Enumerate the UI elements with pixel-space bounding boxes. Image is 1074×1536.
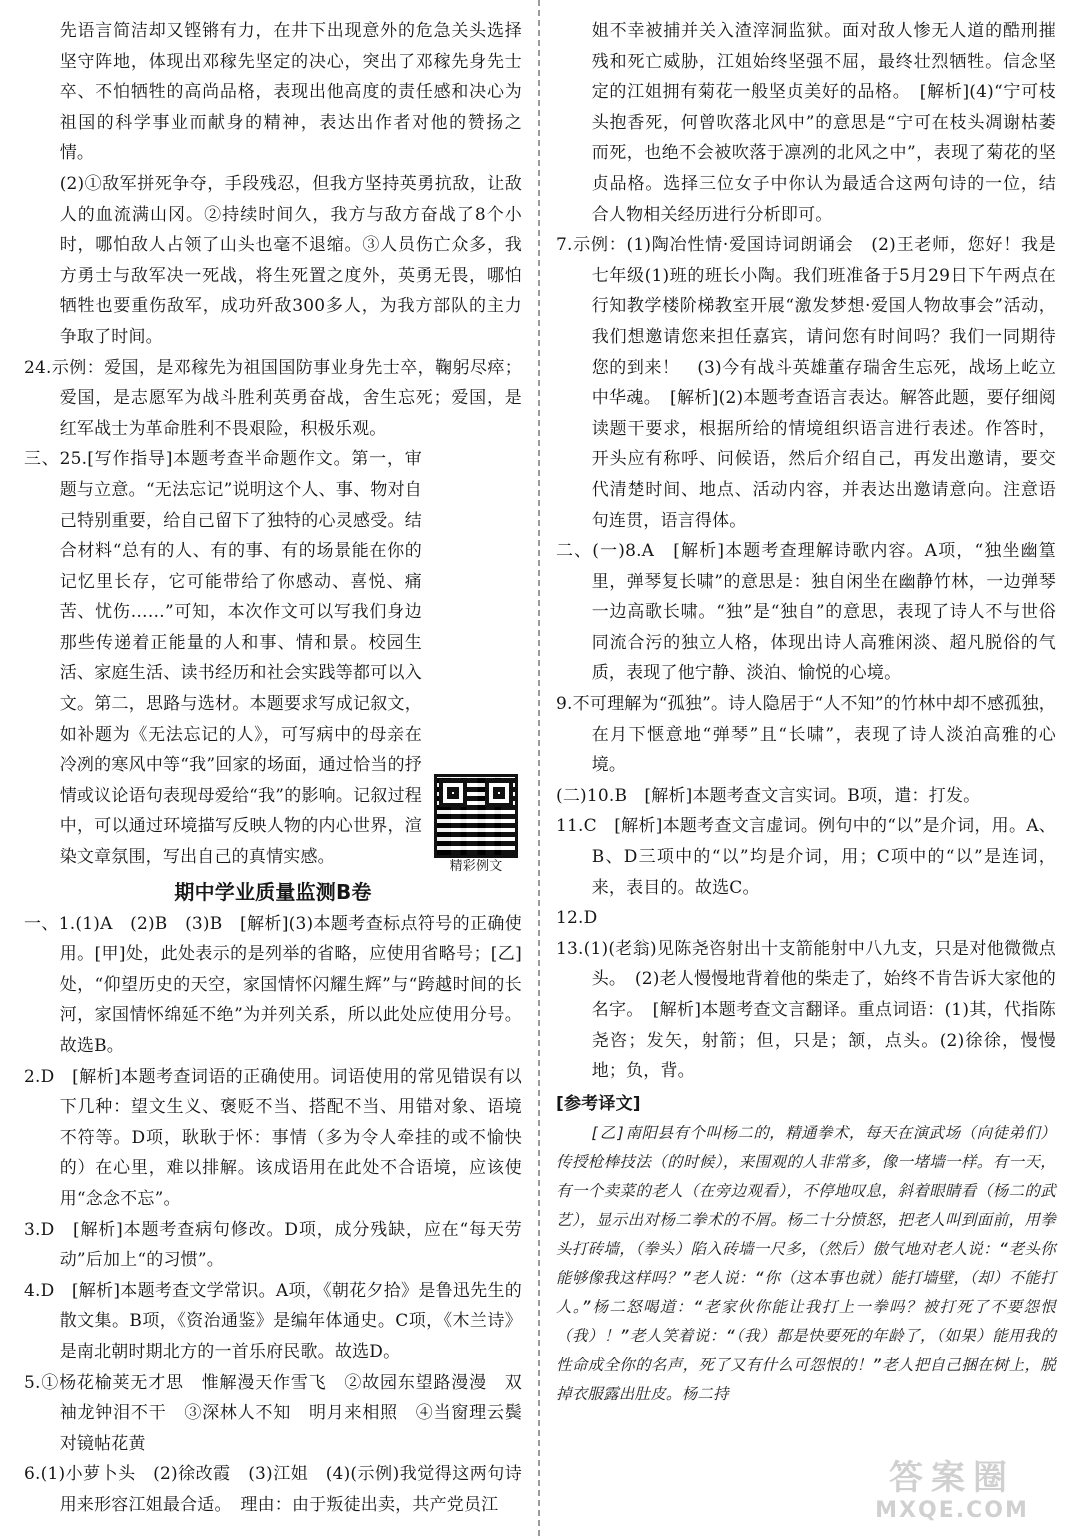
answer-23-continued: 先语言简洁却又铿锵有力，在井下出现意外的危急关头选择坚守阵地，体现出邓稼先坚定的决心，突出了邓稼先身先士卒、不怕牺牲的高尚品格，表现出他高度的责任感和决心为祖国的科学事业而献身的精神，表达出作者对他的赞扬之情。 — [59, 21, 522, 164]
answer-2: 2.D [解析]本题考查词语的正确使用。词语使用的常见错误有以下几种：望文生义、褒贬不当、搭配不当、用错对象、语境不符等。D项，耿耿于怀：事情（多为令人牵挂的或不愉快的）在心里，难以排解。该成语用在此处不合语境，应该使用“念念不忘”。 — [24, 1066, 522, 1209]
answer-11: 11.C [解析]本题考查文言虚词。例句中的“以”是介词，用。A、B、D三项中的“以”均是介词，用；C项中的“以”是连词，来，表目的。故选C。 — [556, 816, 1056, 898]
watermark-line1: 答案圈 — [889, 1458, 1015, 1498]
answer-6: 6.(1)小萝卜头 (2)徐改霞 (3)江姐 (4)(示例)我觉得这两句诗用来形容江姐最合适。 理由：由于叛徒出卖，共产党员江 — [24, 1464, 522, 1515]
answer-4: 4.D [解析]本题考查文学常识。A项，《朝花夕拾》是鲁迅先生的散文集。B项，《资治通鉴》是编年体通史。C项，《木兰诗》是南北朝时期北方的一首乐府民歌。故选D。 — [24, 1280, 522, 1362]
answer-24: 24.示例：爱国，是邓稼先为祖国国防事业身先士卒，鞠躬尽瘁；爱国，是志愿军为战斗胜利英勇奋战，舍生忘死；爱国，是红军战士为革命胜利不畏艰险，积极乐观。 — [24, 357, 522, 439]
answer-8: 二、(一)8.A [解析]本题考查理解诗歌内容。A项，“独坐幽篁里，弹琴复长啸”的意思是：独自闲坐在幽静竹林，一边弹琴一边高歌长啸。“独”是“独自”的意思，表现了诗人不与世俗同流合污的独立人格，体现出诗人高雅闲淡、超凡脱俗的气质，表现了他宁静、淡泊、愉悦的心境。 — [556, 541, 1056, 684]
answer-3: 3.D [解析]本题考查病句修改。D项，成分残缺，应在“每天劳动”后加上“的习惯”。 — [24, 1219, 522, 1271]
answer-5: 5.①杨花榆荚无才思 惟解漫天作雪飞 ②故园东望路漫漫 双袖龙钟泪不干 ③深林人不知 明月来相照 ④当窗理云鬓 对镜帖花黄 — [24, 1372, 540, 1454]
answer-23-part2: (2)①敌军拼死争夺，手段残忍，但我方坚持英勇抗敌，让敌人的血流满山冈。②持续时间久，我方与敌方奋战了8个小时，哪怕敌人占领了山头也毫不退缩。③人员伤亡众多，我方勇士与敌军决一死战，将生死置之度外，英勇无畏，哪怕牺牲也要重伤敌军，成功歼敌300多人，为我方部队的主力争取了时间。 — [59, 173, 522, 347]
answer-12: 12.D — [556, 908, 598, 929]
answer-7: 7.示例：(1)陶冶性情·爱国诗词朗诵会 (2)王老师，您好！我是七年级(1)班的班长小陶。我们班准备于5月29日下午两点在行知教学楼阶梯教室开展“激发梦想·爱国人物故事会”活动，我们想邀请您来担任嘉宾，请问您有时间吗？我们一同期待您的到来！ (3)今有战斗英雄董存瑞舍生忘死，战场上屹立中华魂。 [解析](2)本题考查语言表达。解答此题，要仔细阅读题干要求，根据所给的情境组织语言进行表述。作答时，开头应有称呼、问候语，然后介绍自己，再发出邀请，要交代清楚时间、地点、活动内容，并表达出邀请意向。注意语句连贯，语言得体。 — [556, 235, 1056, 531]
answer-10: (二)10.B [解析]本题考查文言实词。B项，遣：打发。 — [556, 785, 981, 806]
answer-13: 13.(1)(老翁)见陈尧咨射出十支箭能射中八九支，只是对他微微点头。 (2)老人慢慢地背着他的柴走了，始终不肯告诉大家他的名字。 [解析]本题考查文言翻译。重点词语：(1)其，代指陈尧咨；发矢，射箭；但，只是；颔，点头。(2)徐徐，慢慢地；负，背。 — [556, 938, 1056, 1082]
watermark-logo — [852, 1458, 1052, 1528]
right-column — [556, 16, 1056, 1526]
left-column — [24, 16, 540, 1526]
section-title: 期中学业质量监测B卷 — [174, 879, 372, 904]
answer-25-writing-guide: 三、25.[写作指导]本题考查半命题作文。第一，审题与立意。“无法忘记”说明这个人、事、物对自己特别重要，给自己留下了独特的心灵感受。结合材料“总有的人、有的事、有的场景能在你的记忆里长存，它可能带给了你感动、喜悦、痛苦、忧伤……”可知，本次作文可以写我们身边那些传递着正能量的人和事、情和景。校园生活、家庭生活、读书经历和社会实践等都可以入文。第二，思路与选材。本题要求写成记叙文，如补题为《无法忘记的人》，可写病中的母亲在冷冽的寒风中等“我”回家的场面，通过恰当的抒情或议论语句表现母爱给“我”的影响。记叙过程中，可以通过环境描写反映人物的内心世界，渲染文章氛围，写出自己的真情实感。 — [24, 449, 422, 868]
column-divider — [538, 0, 540, 1536]
answer-6-continued: 姐不幸被捕并关入渣滓洞监狱。面对敌人惨无人道的酷刑摧残和死亡威胁，江姐始终坚强不屈，最终壮烈牺牲。信念坚定的江姐拥有菊花一般坚贞美好的品格。 [解析](4)“宁可枝头抱香死，何曾吹落北风中”的意思是“宁可在枝头凋谢枯萎而死，也绝不会被吹落于凛冽的北风之中”，表现了菊花的坚贞品格。选择三位女子中你认为最适合这两句诗的一位，结合人物相关经历进行分析即可。 — [591, 21, 1056, 225]
watermark-line2: MXQE.COM — [875, 1498, 1029, 1523]
qr-label: 精彩例文 — [449, 859, 503, 875]
answer-9: 9.不可理解为“孤独”。诗人隐居于“人不知”的竹林中却不感孤独，在月下惬意地“弹琴”且“长啸”，表现了诗人淡泊高雅的心境。 — [556, 694, 1056, 776]
reference-translation-title: [参考译文] — [556, 1093, 641, 1114]
answer-1: 一、1.(1)A (2)B (3)B [解析](3)本题考查标点符号的正确使用。[甲]处，此处表示的是列举的省略，应使用省略号；[乙]处，“仰望历史的天空，家国情怀闪耀生辉”与“跨越时间的长河，家国情怀绵延不绝”为并列关系，所以此处应使用分号。故选B。 — [24, 913, 522, 1056]
reference-translation-text: [乙]南阳县有个叫杨二的，精通拳术，每天在演武场（向徒弟们）传授枪棒技法（的时候），来围观的人非常多，像一堵墙一样。有一天，有一个卖菜的老人（在旁边观看），不停地叹息，斜着眼睛看（杨二的武艺），显示出对杨二拳术的不屑。杨二十分愤怒，把老人叫到面前，用拳头打砖墙，（拳头）陷入砖墙一尺多，（然后）傲气地对老人说：“老头你能够像我这样吗？”老人说：“你（这本事也就）能打墙壁，（却）不能打人。”杨二怒喝道：“老家伙你能让我打上一拳吗？被打死了不要怨恨（我）！”老人笑着说：“（我）都是快要死的年龄了，（如果）能用我的性命成全你的名声，死了又有什么可怨恨的！”老人把自己捆在树上，脱掉衣服露出肚皮。杨二持 — [556, 1123, 1056, 1403]
qr-code-icon[interactable] — [434, 774, 518, 858]
qr-code-block[interactable] — [430, 774, 522, 876]
